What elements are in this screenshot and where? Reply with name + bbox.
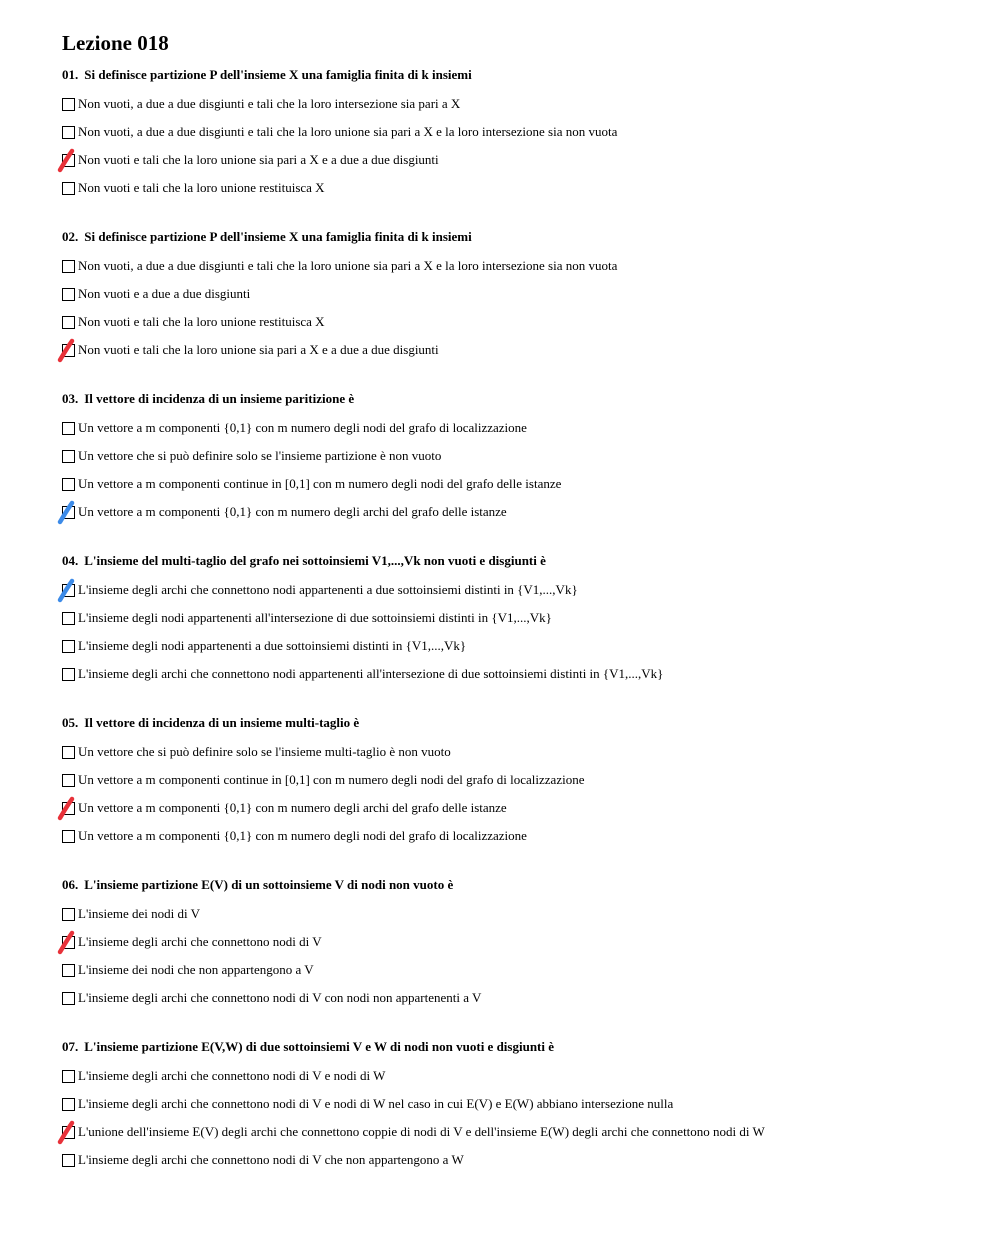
answer-label: Un vettore a m componenti {0,1} con m numero degli nodi del grafo di localizzazione — [78, 828, 527, 843]
question-label: Il vettore di incidenza di un insieme multi-taglio è — [84, 715, 360, 730]
answer-label: L'unione dell'insieme E(V) degli archi che connettono coppie di nodi di V e dell'insieme E(W) degli archi che connettono nodi di W — [78, 1124, 765, 1139]
answer-checkbox[interactable] — [62, 154, 75, 167]
question-text — [62, 714, 962, 732]
answer-option[interactable] — [62, 336, 962, 364]
answer-checkbox[interactable] — [62, 992, 75, 1005]
answer-label: L'insieme degli archi che connettono nodi di V che non appartengono a W — [78, 1152, 464, 1167]
answer-label: Non vuoti, a due a due disgiunti e tali che la loro unione sia pari a X e la loro intersezione sia non vuota — [78, 124, 618, 139]
question-number: 01. — [62, 67, 79, 82]
answer-checkbox[interactable] — [62, 1154, 75, 1167]
answer-label: L'insieme degli archi che connettono nodi di V e nodi di W — [78, 1068, 386, 1083]
answer-label: Un vettore che si può definire solo se l'insieme multi-taglio è non vuoto — [78, 744, 451, 759]
answer-checkbox[interactable] — [62, 936, 75, 949]
question-label: L'insieme partizione E(V,W) di due sottoinsiemi V e W di nodi non vuoti e disgiunti è — [84, 1039, 555, 1054]
question-block — [62, 714, 962, 850]
answer-checkbox[interactable] — [62, 746, 75, 759]
answer-checkbox[interactable] — [62, 1126, 75, 1139]
answer-option[interactable] — [62, 928, 962, 956]
answer-option[interactable] — [62, 470, 962, 498]
answer-option[interactable] — [62, 1062, 962, 1090]
answer-option[interactable] — [62, 660, 962, 688]
answer-option[interactable] — [62, 1118, 962, 1146]
quiz-page — [62, 30, 962, 1174]
question-block — [62, 390, 962, 526]
question-number: 05. — [62, 715, 79, 730]
answer-option[interactable] — [62, 146, 962, 174]
answer-checkbox[interactable] — [62, 182, 75, 195]
answer-option[interactable] — [62, 738, 962, 766]
answer-label: Un vettore che si può definire solo se l'insieme partizione è non vuoto — [78, 448, 442, 463]
question-number: 07. — [62, 1039, 79, 1054]
question-label: L'insieme partizione E(V) di un sottoinsieme V di nodi non vuoto è — [84, 877, 454, 892]
answer-checkbox[interactable] — [62, 908, 75, 921]
answer-option[interactable] — [62, 956, 962, 984]
answer-option[interactable] — [62, 308, 962, 336]
answer-option[interactable] — [62, 442, 962, 470]
answer-option[interactable] — [62, 632, 962, 660]
answer-label: Non vuoti, a due a due disgiunti e tali che la loro unione sia pari a X e la loro intersezione sia non vuota — [78, 258, 618, 273]
answer-checkbox[interactable] — [62, 288, 75, 301]
answer-option[interactable] — [62, 822, 962, 850]
answer-checkbox[interactable] — [62, 774, 75, 787]
question-number: 04. — [62, 553, 79, 568]
answer-option[interactable] — [62, 174, 962, 202]
answer-option[interactable] — [62, 1090, 962, 1118]
answer-label: Non vuoti e tali che la loro unione restituisca X — [78, 180, 325, 195]
answer-label: Un vettore a m componenti {0,1} con m numero degli archi del grafo delle istanze — [78, 504, 507, 519]
answer-label: L'insieme degli nodi appartenenti a due sottoinsiemi distinti in {V1,...,Vk} — [78, 638, 467, 653]
answer-label: L'insieme degli archi che connettono nodi di V — [78, 934, 322, 949]
answer-checkbox[interactable] — [62, 506, 75, 519]
answer-option[interactable] — [62, 90, 962, 118]
answer-option[interactable] — [62, 498, 962, 526]
question-list — [62, 66, 962, 1174]
answer-label: L'insieme degli archi che connettono nodi appartenenti all'intersezione di due sottoinsiemi distinti in {V1,...,Vk} — [78, 666, 664, 681]
answer-option[interactable] — [62, 252, 962, 280]
answer-label: Non vuoti e a due a due disgiunti — [78, 286, 251, 301]
answer-label: L'insieme degli archi che connettono nodi appartenenti a due sottoinsiemi distinti in {V1,...,Vk} — [78, 582, 578, 597]
answer-label: Un vettore a m componenti continue in [0,1] con m numero degli nodi del grafo di localizzazione — [78, 772, 585, 787]
answer-label: Non vuoti e tali che la loro unione restituisca X — [78, 314, 325, 329]
answer-checkbox[interactable] — [62, 422, 75, 435]
answer-label: Un vettore a m componenti continue in [0,1] con m numero degli nodi del grafo delle istanze — [78, 476, 562, 491]
answer-label: L'insieme degli archi che connettono nodi di V e nodi di W nel caso in cui E(V) e E(W) abbiano intersezione nulla — [78, 1096, 674, 1111]
question-text — [62, 876, 962, 894]
answer-checkbox[interactable] — [62, 612, 75, 625]
question-text — [62, 552, 962, 570]
answer-checkbox[interactable] — [62, 478, 75, 491]
answer-label: L'insieme dei nodi di V — [78, 906, 200, 921]
answer-option[interactable] — [62, 794, 962, 822]
question-text — [62, 390, 962, 408]
answer-checkbox[interactable] — [62, 344, 75, 357]
answer-checkbox[interactable] — [62, 260, 75, 273]
answer-label: Un vettore a m componenti {0,1} con m numero degli nodi del grafo di localizzazione — [78, 420, 527, 435]
question-text — [62, 66, 962, 84]
answer-option[interactable] — [62, 280, 962, 308]
answer-label: L'insieme dei nodi che non appartengono a V — [78, 962, 314, 977]
answer-label: Non vuoti, a due a due disgiunti e tali che la loro intersezione sia pari a X — [78, 96, 461, 111]
answer-label: L'insieme degli archi che connettono nodi di V con nodi non appartenenti a V — [78, 990, 482, 1005]
question-block — [62, 66, 962, 202]
question-number: 02. — [62, 229, 79, 244]
question-label: Si definisce partizione P dell'insieme X una famiglia finita di k insiemi — [84, 229, 472, 244]
question-number: 03. — [62, 391, 79, 406]
answer-option[interactable] — [62, 576, 962, 604]
answer-checkbox[interactable] — [62, 640, 75, 653]
answer-option[interactable] — [62, 414, 962, 442]
lesson-title: Lezione 018 — [62, 31, 169, 55]
answer-label: Non vuoti e tali che la loro unione sia pari a X e a due a due disgiunti — [78, 152, 439, 167]
answer-checkbox[interactable] — [62, 126, 75, 139]
answer-checkbox[interactable] — [62, 1070, 75, 1083]
answer-checkbox[interactable] — [62, 316, 75, 329]
answer-checkbox[interactable] — [62, 450, 75, 463]
answer-label: L'insieme degli nodi appartenenti all'intersezione di due sottoinsiemi distinti in {V1,...,Vk} — [78, 610, 552, 625]
answer-checkbox[interactable] — [62, 668, 75, 681]
answer-option[interactable] — [62, 1146, 962, 1174]
answer-checkbox[interactable] — [62, 964, 75, 977]
answer-checkbox[interactable] — [62, 802, 75, 815]
answer-option[interactable] — [62, 118, 962, 146]
answer-checkbox[interactable] — [62, 584, 75, 597]
question-text — [62, 228, 962, 246]
question-block — [62, 552, 962, 688]
answer-option[interactable] — [62, 984, 962, 1012]
answer-label: Non vuoti e tali che la loro unione sia pari a X e a due a due disgiunti — [78, 342, 439, 357]
answer-checkbox[interactable] — [62, 830, 75, 843]
answer-option[interactable] — [62, 900, 962, 928]
answer-label: Un vettore a m componenti {0,1} con m numero degli archi del grafo delle istanze — [78, 800, 507, 815]
question-text — [62, 1038, 962, 1056]
question-label: Il vettore di incidenza di un insieme paritizione è — [84, 391, 355, 406]
question-block — [62, 876, 962, 1012]
question-block — [62, 1038, 962, 1174]
answer-option[interactable] — [62, 766, 962, 794]
question-label: Si definisce partizione P dell'insieme X una famiglia finita di k insiemi — [84, 67, 472, 82]
answer-checkbox[interactable] — [62, 98, 75, 111]
question-label: L'insieme del multi-taglio del grafo nei sottoinsiemi V1,...,Vk non vuoti e disgiunti è — [84, 553, 546, 568]
answer-option[interactable] — [62, 604, 962, 632]
question-block — [62, 228, 962, 364]
question-number: 06. — [62, 877, 79, 892]
answer-checkbox[interactable] — [62, 1098, 75, 1111]
